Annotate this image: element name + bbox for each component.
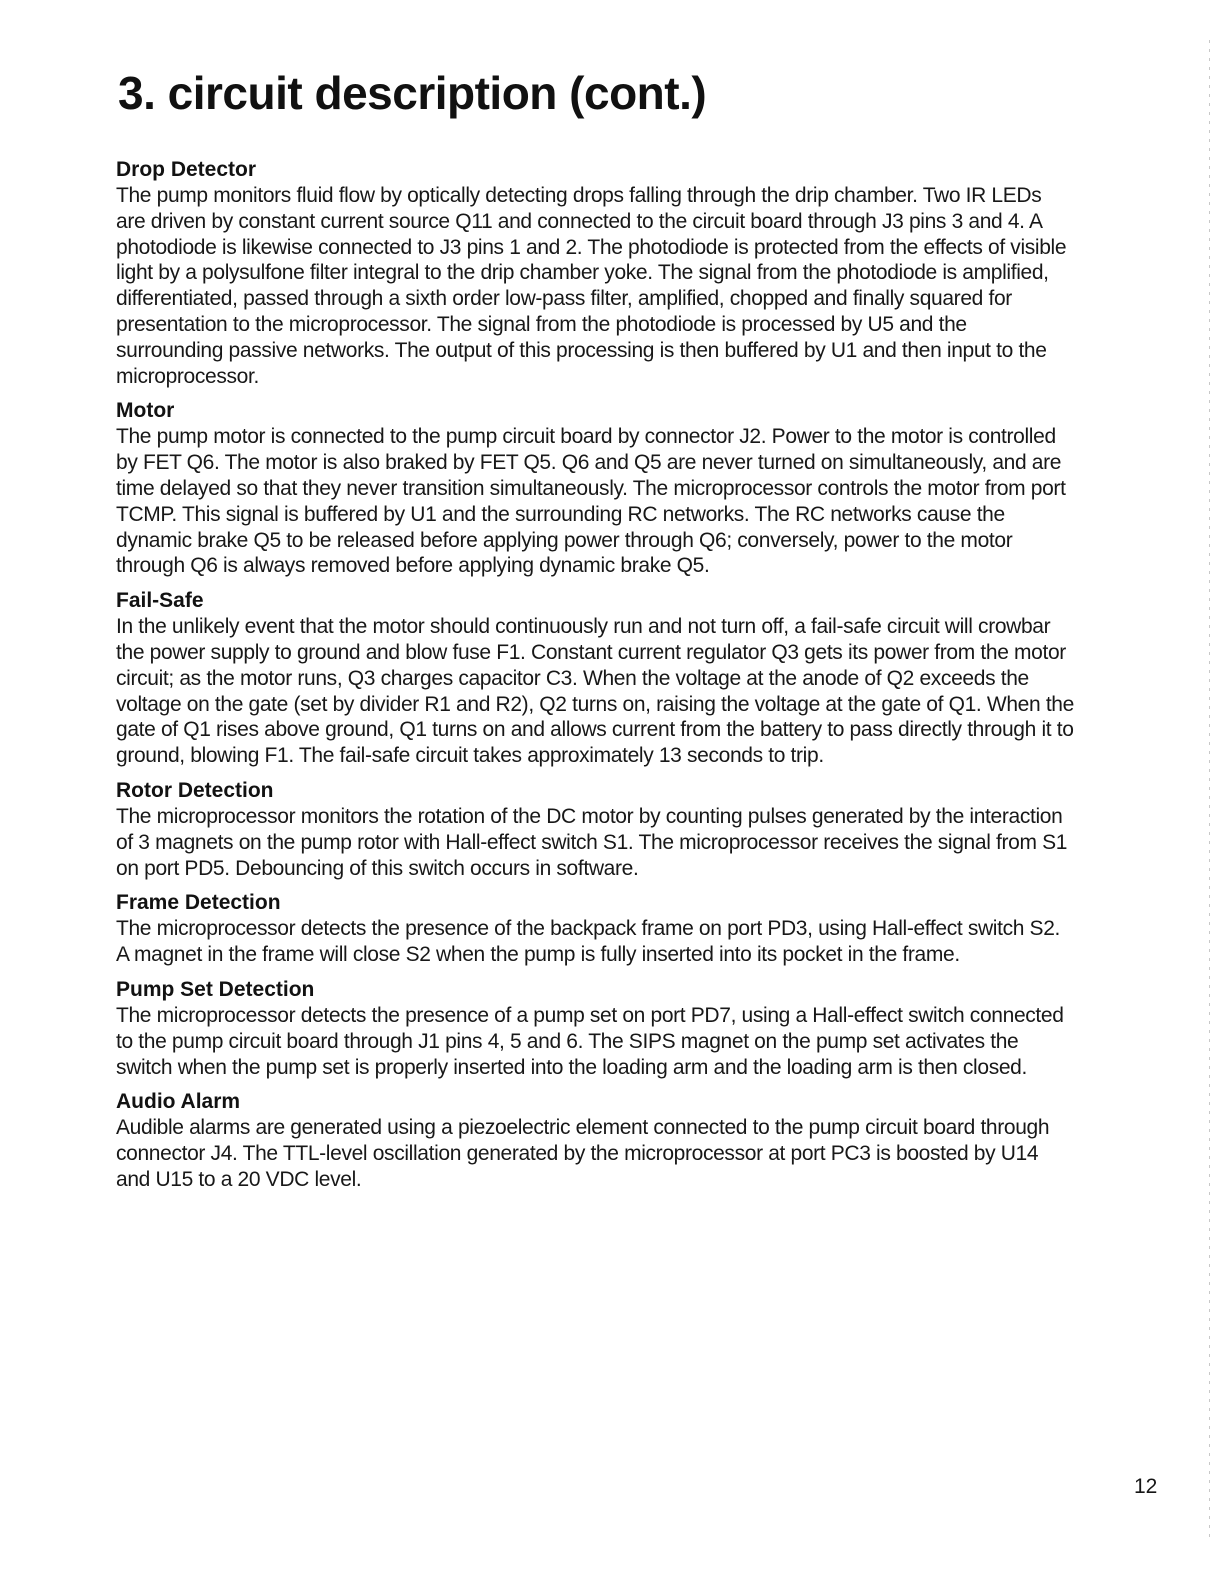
section-heading: Drop Detector <box>116 158 257 181</box>
section-heading: Frame Detection <box>116 891 281 915</box>
section-heading: Audio Alarm <box>116 1090 241 1114</box>
section-body: Audible alarms are generated using a piezoelectric element connected to the pump circuit board through connector J4. The TTL-level oscillation generated by the microprocessor at port PC3 is boosted by U14 and U15 to a 20 VDC level. <box>116 1116 1050 1191</box>
section-body: The microprocessor detects the presence of a pump set on port PD7, using a Hall-effect switch connected to the pump circuit board through J1 pins 4, 5 and 6. The SIPS magnet on the pump set activates the switch when the pump set is properly inserted into the loading arm and the loading arm is then closed. <box>116 1003 1064 1079</box>
section-heading: Fail-Safe <box>116 589 204 613</box>
section-frame-detection <box>116 889 1076 968</box>
section-body: The microprocessor monitors the rotation of the DC motor by counting pulses generated by the interaction of 3 magnets on the pump rotor with Hall-effect switch S1. The microprocessor receives the signal from S1 on port PD5. Debouncing of this switch occurs in software. <box>116 804 1068 880</box>
section-drop-detector <box>116 156 1076 389</box>
section-heading: Pump Set Detection <box>116 977 315 1001</box>
section-fail-safe <box>116 587 1076 769</box>
page-title: 3. circuit description (cont.) <box>118 67 707 119</box>
section-heading: Rotor Detection <box>116 778 274 802</box>
section-audio-alarm <box>116 1088 1076 1192</box>
scan-edge-mark <box>1209 40 1210 1540</box>
page-number: 12 <box>1134 1475 1158 1498</box>
section-body: The pump motor is connected to the pump circuit board by connector J2. Power to the motor is controlled by FET Q6. The motor is also braked by FET Q5. Q6 and Q5 are never turned on simultaneously, and are time delayed so that they never transition simultaneously. The microprocessor controls the motor from port TCMP. This signal is buffered by U1 and the surrounding RC networks. The RC networks cause the dynamic brake Q5 to be released before applying power through Q6; conversely, power to the motor through Q6 is always removed before applying dynamic brake Q5. <box>116 425 1066 578</box>
section-heading: Motor <box>116 399 175 423</box>
section-motor <box>116 397 1076 579</box>
section-body: In the unlikely event that the motor should continuously run and not turn off, a fail-safe circuit will crowbar the power supply to ground and blow fuse F1. Constant current regulator Q3 gets its power from the motor circuit; as the motor runs, Q3 charges capacitor C3. When the voltage at the anode of Q2 exceeds the voltage on the gate (set by divider R1 and R2), Q2 turns on, raising the voltage at the gate of Q1. When the gate of Q1 rises above ground, Q1 turns on and allows current from the battery to pass directly through it to ground, blowing F1. The fail-safe circuit takes approximately 13 seconds to trip. <box>116 615 1074 768</box>
content-column <box>116 156 1076 1201</box>
section-pump-set-detection <box>116 976 1076 1080</box>
section-body: The microprocessor detects the presence of the backpack frame on port PD3, using Hall-effect switch S2. A magnet in the frame will close S2 when the pump is fully inserted into its pocket in the frame. <box>116 917 1061 967</box>
section-rotor-detection <box>116 777 1076 881</box>
section-body: The pump monitors fluid flow by optically detecting drops falling through the drip chamber. Two IR LEDs are driven by constant current source Q11 and connected to the circuit board through J3 pins 3 and 4. A photodiode is likewise connected to J3 pins 1 and 2. The photodiode is protected from the effects of visible light by a polysulfone filter integral to the drip chamber yoke. The signal from the photodiode is amplified, differentiated, passed through a sixth order low-pass filter, amplified, chopped and finally squared for presentation to the microprocessor. The signal from the photodiode is processed by U5 and the surrounding passive networks. The output of this processing is then buffered by U1 and then input to the microprocessor. <box>116 184 1067 388</box>
